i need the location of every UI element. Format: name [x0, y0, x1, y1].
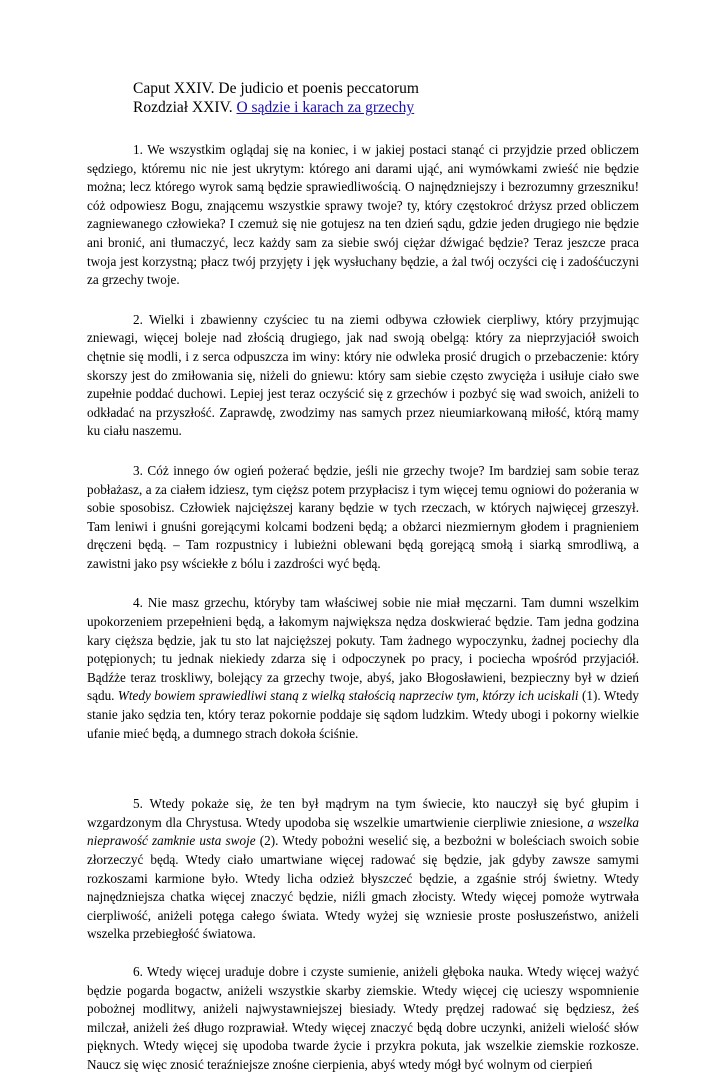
- paragraph-5: [87, 795, 639, 944]
- paragraph-2: 2. Wielki i zbawienny czyściec tu na ziemi odbywa człowiek cierpliwy, który przyjmując zniewagi, więcej boleje nad złością drugiego, jak nad swoją obelgą: który za nieprzyjaciół swoich chętnie się modli, i z serca odpuszcza im winy: który nie odwleka prosić drugich o przebaczenie: który skorszy jest do zmiłowania się, niżeli do gniewu: który sam siebie często zwycięża i usiłuje ciało swe zupełnie poddać duchowi. Lepiej jest teraz oczyścić się z grzechów i pozbyć się wad swoich, aniżeli to odkładać na przyszłość. Zaprawdę, zwodzimy nas samych przez nieumiarkowaną miłość, którą mamy ku ciału naszemu.: [87, 311, 639, 439]
- paragraph-1: 1. We wszystkim oglądaj się na koniec, i w jakiej postaci stanąć ci przyjdzie przed obliczem sędziego, któremu nic nie jest ukrytym: którego ani darami ująć, ani wymówkami zwieść nie będzie można; lecz którego wyrok samą będzie sprawiedliwością. O najnędzniejszy i bezrozumny grzeszniku! cóż odpowiesz Bogu, znającemu wszystkie sprawy twoje? ty, który częstokroć drżysz przed obliczem zagniewanego człowieka? I czemuż się nie gotujesz na ten dzień sądu, gdzie jeden drugiego nie będzie ani bronić, ani tłumaczyć, lecz każdy sam za siebie swój ciężar dźwigać będzie? Teraz jeszcze praca twoja jest korzystną; płacz twój przyjęty i jęk wysłuchany będzie, a żal twój oczyści cię i zadośćuczyni za grzechy twoje.: [87, 142, 639, 288]
- paragraph-4-quote: Wtedy bowiem sprawiedliwi staną z wielką stałością naprzeciw tym, którzy ich uciskali: [117, 688, 579, 704]
- paragraph-4-text-b: (1). Wtedy stanie jako sędzia ten, który teraz pokornie poddaje się sądom ludzkim. Wtedy ubogi i pokorny wielkie ufanie mieć będą, a dumnego strach dokoła ściśnie.: [87, 688, 639, 741]
- paragraph-3: 3. Cóż innego ów ogień pożerać będzie, jeśli nie grzechy twoje? Im bardziej sam sobie teraz pobłażasz, a za ciałem idziesz, tym cięższ potem przypłacisz i tym więcej temu ogniowi do pożerania w sobie sposobisz. Człowiek najcięższej karany będzie w tych rzeczach, w których najwięcej grzeszył. Tam leniwi i gnuśni gorejącymi kolcami bodzeni będą; a obżarci niezmiernym głodem i pragnieniem dręczeni będą. – Tam rozpustnicy i lubieżni oblewani będą gorejącą smołą i siarką smrodliwą, a zawistni jako psy wściekłe z bólu i zazdrości wyć będą.: [87, 462, 639, 571]
- paragraph-6: 6. Wtedy więcej uraduje dobre i czyste sumienie, aniżeli głęboka nauka. Wtedy więcej ważyć będzie pogarda bogactw, aniżeli wszystkie skarby ziemskie. Wtedy więcej cię ucieszy wspomnienie pobożnej modlitwy, aniżeli najwystawniejszej biesiady. Wtedy prędzej radować się będziesz, żeś milczał, aniżeli żeś długo rozprawiał. Wtedy więcej znaczyć będą dobre uczynki, aniżeli wielość słów pięknych. Wtedy więcej się upodoba twarde życie i przykra pokuta, jak wszelkie ziemskie rozkosze. Naucz się więc znosić teraźniejsze znośne cierpienia, abyś wtedy mógł być wolnym od cierpień: [87, 963, 639, 1072]
- paragraph-4-text-a: 4. Nie masz grzechu, któryby tam właściwej sobie nie miał męczarni. Tam dumni wszelkim upokorzeniem przepełnieni będą, a łakomym największa nędza doskwierać będzie. Tam jedna godzina kary cięższa będzie, jak tu sto lat najcięższej pokuty. Tam żadnego wypoczynku, żadnej pociechy dla potępionych; tu jednak niekiedy zdarza się i odpoczynek po pracy, i pociecha wpośród przyjaciół. Bądźże teraz troskliwy, bolejący za grzechy twoje, abyś, jako Błogosławieni, bezpieczny był w dzień sądu.: [87, 595, 639, 704]
- latin-title: Caput XXIV. De judicio et poenis peccatorum: [133, 80, 419, 97]
- polish-title-prefix: Rozdział XXIV.: [133, 99, 237, 116]
- paragraph-4: [87, 594, 639, 743]
- chapter-title-link[interactable]: O sądzie i karach za grzechy: [236, 99, 415, 116]
- document-page: [87, 79, 639, 1075]
- paragraph-5-text-a: 5. Wtedy pokaże się, że ten był mądrym na tym świecie, kto nauczył się być głupim i wzgardzonym dla Chrystusa. Wtedy upodoba się wszelkie umartwienie cierpliwie zniesione,: [87, 796, 639, 830]
- paragraph-5-quote: a wszelka nieprawość zamknie usta swoje: [87, 814, 639, 849]
- paragraph-5-text-b: (2). Wtedy pobożni weselić się, a bezbożni w boleściach swoich sobie złorzeczyć będą. Wtedy ciało umartwiane więcej radować się będzie, jak gdyby zawsze samymi rozkoszami karmione było. Wtedy licha odzież błyszczeć będzie, a zgaśnie strój świetny. Wtedy najnędzniejsza chatka więcej znaczyć będzie, niźli gmach złocisty. Wtedy więcej pomoże wytrwała cierpliwość, aniżeli potęga całego świata. Wtedy wyżej się wzniesie proste posłuszeństwo, aniżeli wszelka przebiegłość światowa.: [87, 833, 639, 942]
- polish-title: [133, 98, 639, 117]
- chapter-heading: [133, 79, 639, 117]
